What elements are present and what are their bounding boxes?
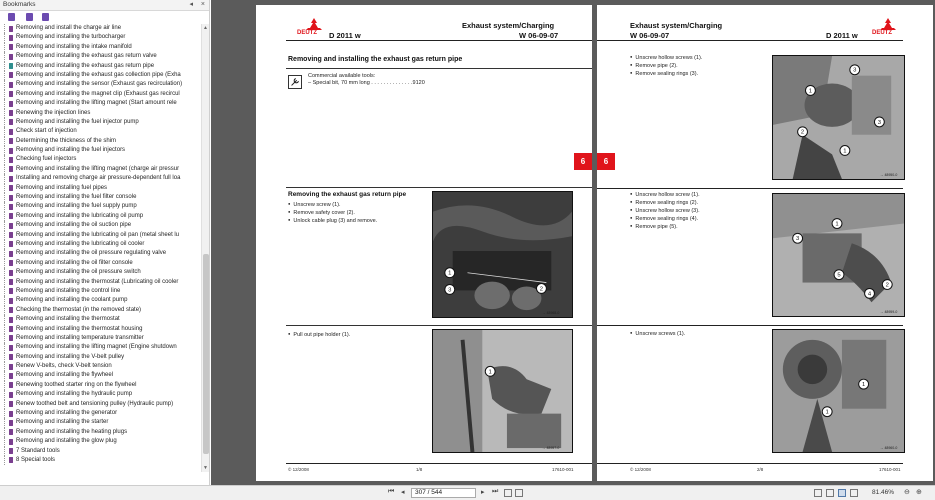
bookmark-icon xyxy=(9,119,13,125)
previous-page-icon[interactable]: ◂ xyxy=(401,489,405,496)
bookmarks-scrollbar[interactable] xyxy=(201,24,209,472)
bookmark-label: Removing and installing the oil filter console xyxy=(16,259,133,266)
bookmark-icon xyxy=(9,63,13,69)
tree-line xyxy=(4,174,5,183)
tree-line xyxy=(4,212,5,221)
two-page-view-icon[interactable] xyxy=(838,489,846,497)
bookmark-label: Renewing toothed starter ring on the flywheel xyxy=(16,381,137,388)
document-view[interactable] xyxy=(211,0,935,485)
bookmark-label: Removing and installing the oil pressure regulating valve xyxy=(16,250,167,257)
bookmark-item[interactable] xyxy=(0,221,201,230)
expand-bookmark-icon[interactable] xyxy=(26,13,33,21)
bookmark-label: Removing and installing the exhaust gas return pipe xyxy=(16,62,155,69)
heading-rule xyxy=(286,68,592,69)
bookmark-label: Removing and installing the magnet clip (Exhaust gas recircul xyxy=(16,90,180,97)
bottom-toolbar xyxy=(0,485,935,500)
bookmark-icon xyxy=(9,129,13,135)
tree-line xyxy=(4,155,5,164)
step1-rule xyxy=(286,187,592,188)
bookmark-label: Removing and installing the fuel supply pump xyxy=(16,203,137,210)
bookmark-icon xyxy=(9,185,13,191)
bookmark-item[interactable] xyxy=(0,409,201,418)
tree-line xyxy=(4,428,5,437)
photo4-ref: → 48959-0 xyxy=(880,310,898,314)
svg-text:1: 1 xyxy=(488,369,492,376)
bookmark-item[interactable] xyxy=(0,400,201,409)
bookmark-item[interactable] xyxy=(0,184,201,193)
bookmark-item[interactable] xyxy=(0,296,201,305)
step2-item: ● Unscrew hollow screw (1). xyxy=(630,191,700,200)
first-page-icon[interactable]: ⏮ xyxy=(388,488,395,495)
bookmark-label: Removing and installing temperature transmitter xyxy=(16,334,144,341)
svg-text:2: 2 xyxy=(800,129,805,136)
bookmark-item[interactable] xyxy=(0,127,201,136)
bookmark-label: Removing and installing the lubricating oil cooler xyxy=(16,240,145,247)
step1-item: ● Remove sealing rings (3). xyxy=(630,70,698,79)
bookmark-item[interactable] xyxy=(0,231,201,240)
single-page-view-icon[interactable] xyxy=(814,489,822,497)
bookmark-item[interactable] xyxy=(0,155,201,164)
fit-page-icon[interactable] xyxy=(515,489,523,497)
bookmark-label: Check start of injection xyxy=(16,128,77,135)
bookmark-label: Removing and installing the lubricating oil pump xyxy=(16,212,144,219)
bookmark-label: Removing and installing the sensor (Exhaust gas recirculation) xyxy=(16,81,183,88)
close-panel-icon[interactable]: × xyxy=(200,1,205,8)
bookmark-label: Removing and installing the intake manifold xyxy=(16,43,132,50)
page-heading: Removing and installing the exhaust gas return pipe xyxy=(288,56,463,63)
bookmark-label: Removing and installing the turbocharger xyxy=(16,34,126,41)
chapter-tab: 6 xyxy=(574,153,592,170)
bookmark-item[interactable] xyxy=(0,353,201,362)
bookmark-label: Removing and installing the exhaust gas return valve xyxy=(16,53,157,60)
step1-item: ● Remove safety cover (2). xyxy=(288,209,355,218)
step3-item: ● Unscrew screws (1). xyxy=(630,330,685,339)
bookmark-icon xyxy=(9,110,13,116)
tree-line xyxy=(4,80,5,89)
document-code: W 06-09-07 xyxy=(630,31,670,40)
tree-line xyxy=(4,325,5,334)
zoom-level[interactable]: 81.46% xyxy=(872,489,895,496)
next-page-icon[interactable]: ▸ xyxy=(481,489,485,496)
bookmark-item[interactable] xyxy=(0,259,201,268)
tree-line xyxy=(4,71,5,80)
footer-docnum: 17610-001 xyxy=(879,467,901,472)
bookmark-icon xyxy=(9,223,13,229)
step1-item: ● Unscrew screw (1). xyxy=(288,201,340,210)
step1-item: ● Unlock cable plug (3) and remove. xyxy=(288,217,377,226)
bookmark-item[interactable] xyxy=(0,268,201,277)
copy-icon[interactable] xyxy=(504,489,512,497)
step2-rule xyxy=(286,325,592,326)
new-bookmark-icon[interactable] xyxy=(42,13,49,21)
last-page-icon[interactable]: ⏭ xyxy=(492,488,499,495)
scroll-thumb[interactable] xyxy=(203,254,209,454)
bookmark-item[interactable] xyxy=(0,33,201,42)
bookmark-label: Determining the thickness of the shim xyxy=(16,137,117,144)
bookmark-item[interactable] xyxy=(0,71,201,80)
bookmark-label: Removing and installing the V-belt pulley xyxy=(16,353,125,360)
bookmark-icon xyxy=(9,91,13,97)
bookmark-label: Removing and installing the lifting magnet (Start amount rele xyxy=(16,100,177,107)
photo5-ref: → 48960-0 xyxy=(880,446,898,450)
tree-line xyxy=(4,240,5,249)
engine-model: D 2011 w xyxy=(329,31,361,40)
bookmark-icon xyxy=(9,279,13,285)
svg-text:1: 1 xyxy=(448,270,452,277)
engine-photo-2 xyxy=(432,329,573,453)
tree-line xyxy=(4,33,5,42)
svg-text:1: 1 xyxy=(825,409,829,416)
bookmark-item[interactable] xyxy=(0,43,201,52)
engine-photo-3 xyxy=(772,55,905,180)
tree-line xyxy=(4,447,5,456)
bookmark-label: Removing and installing the exhaust gas collection pipe (Exha xyxy=(16,71,181,78)
bookmark-icon xyxy=(9,232,13,238)
step1-item: ● Remove pipe (2). xyxy=(630,62,678,71)
bookmark-label: Removing and installing the heating plugs xyxy=(16,428,128,435)
bookmark-item[interactable] xyxy=(0,334,201,343)
scroll-up-icon[interactable]: ▲ xyxy=(203,25,208,31)
engine-photo-4 xyxy=(772,193,905,317)
bookmark-label: Removing and installing the fuel filter console xyxy=(16,194,137,201)
tree-line xyxy=(4,371,5,380)
bookmark-label: Removing and installing the hydraulic pump xyxy=(16,391,133,398)
tree-line xyxy=(4,334,5,343)
engine-model: D 2011 w xyxy=(826,31,858,40)
step1-item: ● Unscrew hollow screws (1). xyxy=(630,54,702,63)
bookmark-icon xyxy=(9,26,13,32)
bookmark-icon xyxy=(9,213,13,219)
step2-item: ● Remove sealing rings (4). xyxy=(630,215,698,224)
photo2-ref: → 48957-0 xyxy=(542,446,560,450)
tree-line xyxy=(4,193,5,202)
bookmark-icon xyxy=(9,204,13,210)
svg-text:1: 1 xyxy=(861,382,866,389)
chapter-tab: 6 xyxy=(597,153,615,170)
svg-text:1: 1 xyxy=(843,148,847,155)
tree-line xyxy=(4,418,5,427)
bookmark-item[interactable] xyxy=(0,212,201,221)
bookmark-item[interactable] xyxy=(0,456,201,465)
bookmark-item[interactable] xyxy=(0,278,201,287)
footer-rule xyxy=(286,463,592,464)
bookmark-icon xyxy=(9,373,13,379)
panel-menu-icon[interactable]: ◂ xyxy=(189,1,193,8)
bookmark-icon xyxy=(9,251,13,257)
bookmark-item[interactable] xyxy=(0,146,201,155)
bookmark-icon xyxy=(9,335,13,341)
tree-line xyxy=(4,343,5,352)
bookmark-item[interactable] xyxy=(0,80,201,89)
svg-text:3: 3 xyxy=(448,287,452,294)
tree-line xyxy=(4,249,5,258)
bookmark-label: Checking fuel injectors xyxy=(16,156,77,163)
bookmark-label: Removing and installing fuel pipes xyxy=(16,184,108,191)
bookmark-item[interactable] xyxy=(0,137,201,146)
bookmark-icon xyxy=(9,307,13,313)
bookmark-icon xyxy=(9,457,13,463)
bookmark-label: Removing and installing the thermostat xyxy=(16,316,120,323)
bookmarks-toolbar xyxy=(0,11,209,23)
bookmark-icon xyxy=(9,138,13,144)
bookmark-icon xyxy=(9,35,13,41)
tree-line xyxy=(4,127,5,136)
bookmark-item[interactable] xyxy=(0,52,201,61)
footer-rule xyxy=(597,463,903,464)
tree-line xyxy=(4,296,5,305)
bookmark-item[interactable] xyxy=(0,437,201,446)
bookmark-item[interactable] xyxy=(0,418,201,427)
deutz-logo-text: DEUTZ xyxy=(297,30,317,36)
step1-heading: Removing the exhaust gas return pipe xyxy=(288,191,407,198)
bookmark-item[interactable] xyxy=(0,371,201,380)
deutz-logo-text: DEUTZ xyxy=(872,30,892,36)
bookmark-label: Renewing the injection lines xyxy=(16,109,91,116)
tree-line xyxy=(4,137,5,146)
bookmark-icon xyxy=(9,448,13,454)
bookmark-icon xyxy=(9,317,13,323)
bookmarks-panel xyxy=(0,0,210,485)
tree-line xyxy=(4,259,5,268)
bookmark-icon xyxy=(9,382,13,388)
bookmark-label: Checking the thermostat (in the removed state) xyxy=(16,306,142,313)
bookmark-label: Removing and installing the generator xyxy=(16,410,118,417)
tree-line xyxy=(4,287,5,296)
tree-line xyxy=(4,315,5,324)
bookmark-icon xyxy=(9,326,13,332)
bookmark-label: Removing and installing the lifting magnet (Engine shutdown xyxy=(16,344,177,351)
tree-line xyxy=(4,409,5,418)
tree-line xyxy=(4,146,5,155)
bookmark-icon xyxy=(9,401,13,407)
tree-line xyxy=(4,109,5,118)
tree-line xyxy=(4,118,5,127)
bookmark-icon xyxy=(9,54,13,60)
bookmark-item[interactable] xyxy=(0,287,201,296)
footer-page: 1/8 xyxy=(416,467,423,472)
document-code: W 06-09-07 xyxy=(519,31,559,40)
bookmark-icon xyxy=(9,420,13,426)
bookmark-label: Removing and installing the coolant pump xyxy=(16,297,128,304)
header-rule xyxy=(286,40,592,41)
svg-text:4: 4 xyxy=(867,291,872,298)
bookmark-label: Removing and install the charge air line xyxy=(16,25,122,31)
bookmark-label: Renew V-belts, check V-belt tension xyxy=(16,363,112,370)
bookmark-icon xyxy=(9,429,13,435)
tree-line xyxy=(4,268,5,277)
bookmark-item[interactable] xyxy=(0,24,201,33)
tools-intro: Commercial available tools: xyxy=(308,73,376,79)
bookmark-icon xyxy=(9,364,13,370)
footer-date: © 12/2008 xyxy=(288,467,309,472)
footer-docnum: 17610-001 xyxy=(552,467,574,472)
bookmarks-header xyxy=(0,0,209,11)
bookmark-label: Removing and installing the control line xyxy=(16,287,121,294)
bookmark-icon xyxy=(9,270,13,276)
bookmark-item[interactable] xyxy=(0,202,201,211)
engine-photo-1 xyxy=(432,191,573,318)
svg-text:1: 1 xyxy=(835,221,839,228)
tree-line xyxy=(4,202,5,211)
bookmark-icon xyxy=(9,392,13,398)
bookmark-item[interactable] xyxy=(0,165,201,174)
step3-rule xyxy=(597,325,903,326)
bookmark-icon xyxy=(9,354,13,360)
svg-text:5: 5 xyxy=(837,272,841,279)
tree-line xyxy=(4,400,5,409)
zoom-in-icon[interactable]: ⊕ xyxy=(916,489,922,496)
two-page-continuous-icon[interactable] xyxy=(850,489,858,497)
tree-line xyxy=(4,437,5,446)
bookmark-icon xyxy=(9,166,13,172)
bookmark-list xyxy=(0,24,201,472)
svg-text:3: 3 xyxy=(795,236,800,243)
bookmark-icon xyxy=(9,157,13,163)
svg-text:2: 2 xyxy=(539,286,544,293)
bookmark-icon xyxy=(9,298,13,304)
bookmark-icon xyxy=(9,72,13,78)
page-number-input[interactable]: 307 / 544 xyxy=(411,488,476,498)
bookmark-label: 7 Standard tools xyxy=(16,447,60,454)
svg-text:1: 1 xyxy=(808,88,813,95)
tree-line xyxy=(4,390,5,399)
step2-item: ● Pull out pipe holder (1). xyxy=(288,331,350,340)
svg-text:2: 2 xyxy=(885,282,889,289)
bookmark-icon xyxy=(9,44,13,50)
page-left xyxy=(256,5,592,481)
bookmark-item[interactable] xyxy=(0,109,201,118)
tree-line xyxy=(4,62,5,71)
bookmark-icon xyxy=(9,345,13,351)
bookmarks-title: Bookmarks xyxy=(3,1,36,8)
bookmark-label: Removing and installing the thermostat (Lubricating oil cooler xyxy=(16,278,179,285)
step2-item: ● Unscrew hollow screw (3). xyxy=(630,207,700,216)
bookmark-item[interactable] xyxy=(0,447,201,456)
bookmark-item[interactable] xyxy=(0,90,201,99)
step2-item: ● Remove sealing rings (2). xyxy=(630,199,698,208)
section-title: Exhaust system/Charging xyxy=(630,21,723,30)
tree-line xyxy=(4,43,5,52)
tree-line xyxy=(4,165,5,174)
bookmark-item[interactable] xyxy=(0,306,201,315)
tree-line xyxy=(4,362,5,371)
tree-line xyxy=(4,306,5,315)
continuous-view-icon[interactable] xyxy=(826,489,834,497)
bookmark-label: Removing and installing the flywheel xyxy=(16,372,114,379)
bookmark-item[interactable] xyxy=(0,315,201,324)
bookmark-item[interactable] xyxy=(0,381,201,390)
bookmark-item[interactable] xyxy=(0,62,201,71)
tree-line xyxy=(4,231,5,240)
scroll-down-icon[interactable]: ▼ xyxy=(203,465,208,471)
bookmark-label: Removing and installing the thermostat housing xyxy=(16,325,143,332)
bookmark-label: Removing and installing the fuel injectors xyxy=(16,147,126,154)
bookmark-label: Removing and installing the fuel injector pump xyxy=(16,118,139,125)
tree-line xyxy=(4,221,5,230)
bookmark-label: Removing and installing the lifting magnet (charge air pressur xyxy=(16,165,180,172)
tools-line: – Special bit, 70 mm long . . . . . . . . . . . . . .9120 xyxy=(308,80,425,86)
bookmark-item[interactable] xyxy=(0,240,201,249)
footer-date: © 12/2008 xyxy=(630,467,651,472)
engine-photo-5 xyxy=(772,329,905,453)
tree-line xyxy=(4,90,5,99)
section-title: Exhaust system/Charging xyxy=(462,21,555,30)
svg-text:3: 3 xyxy=(853,67,857,74)
bookmark-item[interactable] xyxy=(0,343,201,352)
bookmark-icon xyxy=(9,411,13,417)
bookmark-label: 8 Special tools xyxy=(16,456,56,463)
bookmark-label: Removing and installing the glow plug xyxy=(16,438,117,445)
page-right xyxy=(597,5,933,481)
bookmark-icon xyxy=(9,288,13,294)
tree-line xyxy=(4,278,5,287)
bookmark-icon xyxy=(9,439,13,445)
bookmark-item[interactable] xyxy=(0,99,201,108)
bookmark-icon xyxy=(9,101,13,107)
bookmark-item[interactable] xyxy=(0,249,201,258)
bookmark-item[interactable] xyxy=(0,174,201,183)
bookmark-label: Removing and installing the lubricating oil pan (metal sheet lu xyxy=(16,231,180,238)
bookmark-item[interactable] xyxy=(0,362,201,371)
bookmark-icon xyxy=(9,148,13,154)
bookmark-icon xyxy=(9,176,13,182)
bookmark-item[interactable] xyxy=(0,390,201,399)
photo1-ref: → 48968-0 xyxy=(542,311,560,315)
tree-line xyxy=(4,24,5,33)
step2-rule xyxy=(597,188,903,189)
bookmark-icon xyxy=(9,260,13,266)
tree-line xyxy=(4,99,5,108)
tree-line xyxy=(4,353,5,362)
bookmark-label: Removing and installing the oil pressure switch xyxy=(16,269,141,276)
tree-line xyxy=(4,52,5,61)
step2-item: ● Remove pipe (5). xyxy=(630,223,678,232)
footer-page: 2/8 xyxy=(757,467,764,472)
tree-line xyxy=(4,456,5,465)
bookmark-item[interactable] xyxy=(0,428,201,437)
bookmark-icon xyxy=(9,195,13,201)
bookmark-item[interactable] xyxy=(0,118,201,127)
bookmark-options-icon[interactable] xyxy=(8,13,15,21)
tree-line xyxy=(4,381,5,390)
wrench-icon xyxy=(288,75,302,89)
bookmark-label: Renew toothed belt and tensioning pulley (Hydraulic pump) xyxy=(16,400,174,407)
bookmark-label: Removing and installing the oil suction pipe xyxy=(16,222,132,229)
bookmark-item[interactable] xyxy=(0,325,201,334)
bookmark-icon xyxy=(9,82,13,88)
photo3-ref: → 48950-0 xyxy=(880,173,898,177)
bookmark-item[interactable] xyxy=(0,193,201,202)
bookmark-icon xyxy=(9,241,13,247)
header-rule xyxy=(597,40,903,41)
bookmark-label: Removing and installing the starter xyxy=(16,419,109,426)
svg-text:3: 3 xyxy=(877,119,882,126)
zoom-out-icon[interactable]: ⊖ xyxy=(904,489,910,496)
bookmark-label: Installing and removing charge air pressure-dependent full loa xyxy=(16,175,181,182)
tree-line xyxy=(4,184,5,193)
